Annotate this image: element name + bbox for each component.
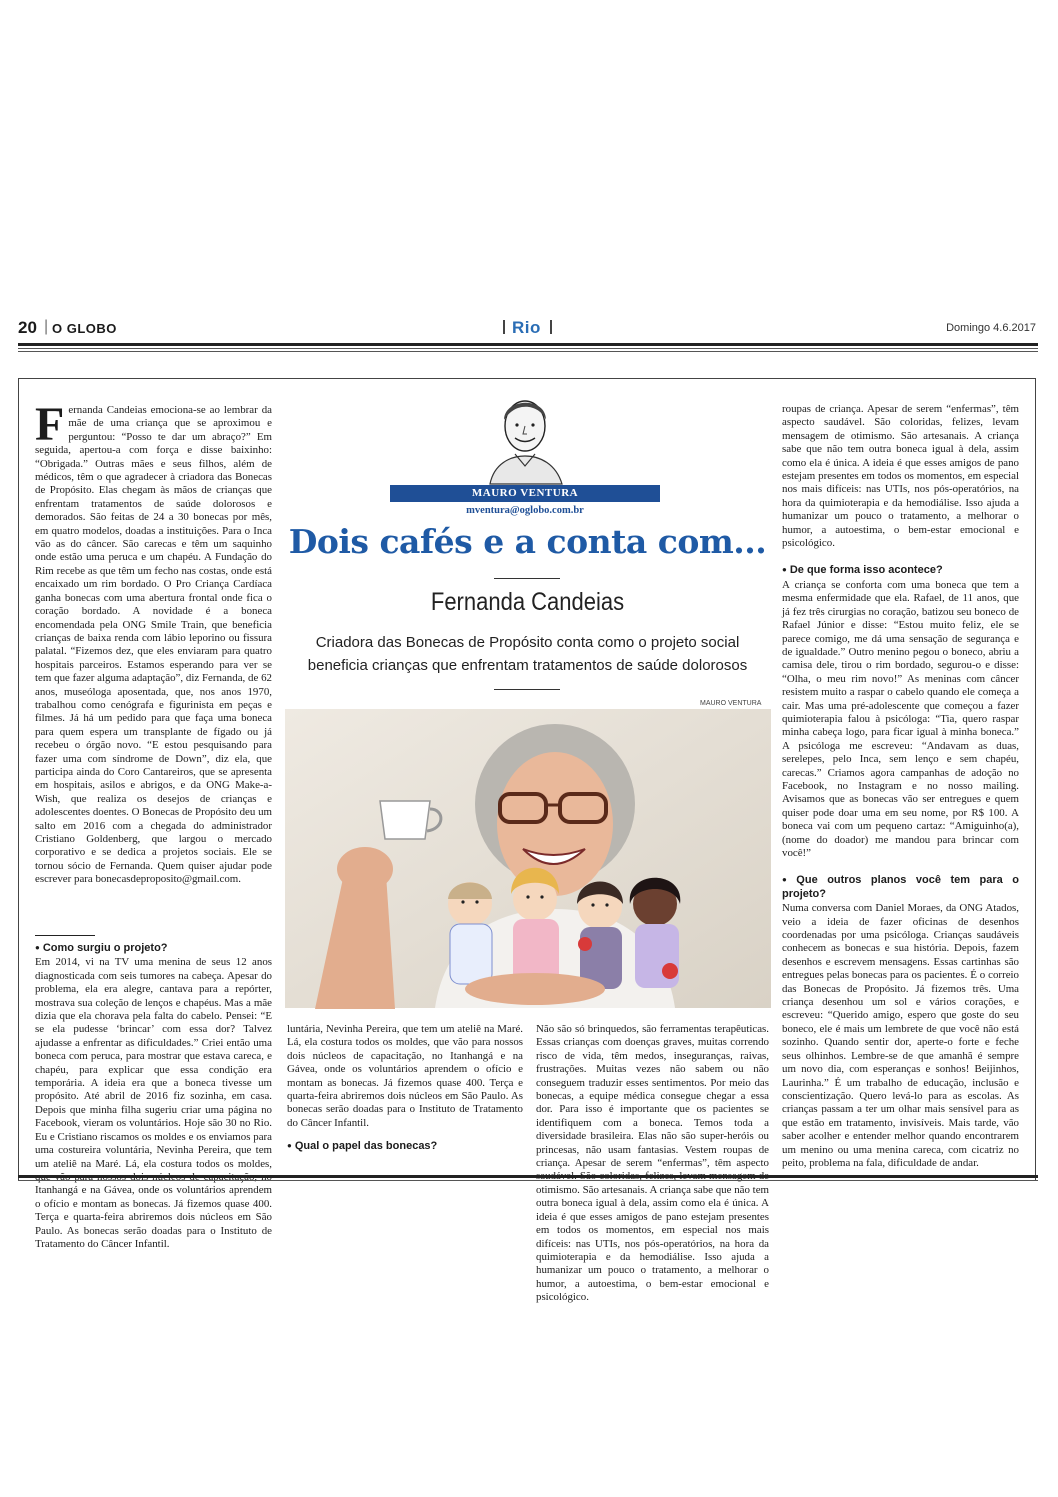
header-separator: | — [44, 318, 49, 335]
columnist-portrait — [470, 388, 580, 484]
newspaper-name: O GLOBO — [52, 321, 117, 336]
question-3: ● De que forma isso acontece? — [782, 564, 1019, 577]
question-1: ● Como surgiu o projeto? — [35, 942, 272, 955]
photo-credit: MAURO VENTURA — [700, 700, 762, 707]
question-2: ● Qual o papel das bonecas? — [287, 1140, 523, 1153]
header-rule-thin — [18, 348, 1038, 349]
header-rule-thin-2 — [18, 351, 1038, 352]
section-name: Rio — [512, 318, 541, 337]
answer-2: Não são só brinquedos, são ferramentas terapêuticas. Essas crianças com doenças graves, muitas correndo risco de vida, têm medos, inseguranças, raivas, frustrações. Muitas vezes não sabem ou não conseguem traduzir esses sentimentos. Por meio das bonecas, a equipe médica consegue chegar a essa dor. Para isso é importante que os pacientes se identifiquem com a boneca. Temos toda a diversidade brasileira. Elas não são super-heróis ou princesas, não usam fantasias. Vestem roupas de criança. Apesar de serem “enfermas”, têm aspecto otimismo. São artesanais. A criança sabe que não tem outra boneca igual à dela, assim como ela é única. A ideia é que esses amigos de pano estejam presentes em todos os momentos, em especial nos mais difíceis: nas UTIs, nos pós-operatórios, na hora da quimioterapia e da hemodiálise. Isso ajuda a humanizar um pouco o tratamento, a melhorar o humor, a autoestima, o bem-estar emocional e psicológico. — [536, 1023, 769, 1304]
answer-1-continued: luntária, Nevinha Pereira, que tem um ateliê na Maré. Lá, ela costura todos os moldes, que vão para nossos dois núcleos de capacitação, no Itanhangá e na Gávea, onde os voluntários aprendem o ofício e montam as bonecas. Já fizemos quase 400. Terça e quarta-feira abriremos dois núcleos em São Paulo. As bonecas serão doadas para o Instituto de Tratamento do Câncer Infantil. — [287, 1023, 523, 1129]
footer-rule-thin — [18, 1180, 1038, 1181]
section-bar-left — [503, 320, 505, 334]
drop-cap: F — [35, 398, 65, 451]
answer-2-continued: roupas de criança. Apesar de serem “enfermas”, têm aspecto saudável. São coloridas, felizes, levam mensagem de otimismo. São artesanais. A criança sabe que não tem outra boneca igual à dela, assim como ela é única. A ideia é que esses amigos de pano estejam presentes em todos os momentos, em especial nos mais difíceis: nas UTIs, nos pós-operatórios, na hora da quimioterapia e da hemodiálise. Isso ajuda a humanizar um pouco o tratamento, a melhorar o humor, a autoestima, o bem-estar emocional e psicológico. — [782, 403, 1019, 550]
intro-text: ernanda Candeias emociona-se ao lembrar da mãe de uma criança que se aproximou e perguntou: “Posso te dar um abraço?” Em seguida, apertou-a com força e disse baixinho: “Obrigada.” Outras mães e seus filhos, além de médicos, têm o que agradecer à criadora das Bonecas de Propósito. Elas chegam às mãos de crianças que enfrentam tratamentos de saúde dolorosos e demorados. São feitas de 24 a 30 bonecas por mês, em quatro modelos, doadas a instituições. Para o Inca vão as do câncer. São carecas e têm um saquinho onde estão uma peruca e um chapéu. A Fundação do Rim recebe as que têm um fecho nas costas, onde está encaixado um rim bordado. O Pro Criança Cardíaca ganha bonecas com uma abertura frontal onde fica o coração bordado. A novidade é a boneca encomendada pela ONG Smile Train, que beneficia crianças de baixa renda com lábio leporino ou fissura palatal. “Fizemos dez, que eles enviaram para quatro hospitais parceiros. Estamos esperando para ver se tem que fazer alguma adaptação”, diz Fernanda, de 62 anos, museóloga aposentada, que, nos anos 1970, trabalhou como cenógrafa e figurinista em peças e filmes. Já há um pedido para que faça uma boneca para quem espera um transplante de fígado ou já recebeu o órgão novo. “E estou pesquisando para fazer uma com síndrome de Down”, diz ela, que participa ainda do Coro Cantareiros, que se apresenta em hospitais, asilos e abrigos, e da ONG Make-a-Wish, que realiza os desejos de crianças e adolescentes doentes. O Bonecas de Propósito deu um salto em 2016 com a chegada do administrador Cristiano Goldenberg, que largou o mercado corporativo e se dedica a projetos sociais. Ele se tornou sócio de Fernanda. Quem quiser ajudar pode escrever para bonecasdeproposito@gmail.com. — [35, 404, 272, 886]
interview-photo — [285, 709, 771, 1008]
answer-3: A criança se conforta com uma boneca que tem a mesma enfermidade que ela. Rafael, de 11 anos, que já fez três cirurgias no coração, batizou seu boneco de Rafael Júnior e disse: “Estou muito feliz, ele se parece comigo, me dá uma sensação de segurança e de igualdade.” Outro menino pegou o boneco, abriu a camisa dele, tirou o rim bordado, segurou-o e disse: “Olha, o meu rim novo!” As meninas com câncer resistem muito a raspar o cabelo quando ele começa a cair. Mas uma pré-adolescente que começou a fazer quimioterapia falou à psicóloga: “Tia, quero raspar minha cabeça logo, para ficar igual à minha boneca.” A psicóloga me escreveu: “Andavam as duas, serelepes, pelo Inca, sem lenço e sem chapéu, carecas.” Criamos agora campanhas de adoção no Facebook, no Instagram e no nosso mailing. Avisamos que as bonecas vão ser entregues e quem quiser pode doar uma em seu nome, por R$ 100. A boneca vai com um pequeno cartaz: “Amiguinho(a), (nome do doador) me mandou para brincar com você!” — [782, 578, 1019, 859]
headline-dek — [290, 631, 765, 677]
page-date: Domingo 4.6.2017 — [946, 322, 1036, 334]
header-rule-thick — [18, 343, 1038, 346]
column-2 — [287, 1023, 523, 1155]
column-3 — [536, 1023, 769, 1304]
column-title: Dois cafés e a conta com... — [288, 522, 767, 561]
dek-line-2: beneficia crianças que enfrentam tratamentos de saúde dolorosos — [307, 657, 748, 674]
title-rule — [494, 578, 560, 579]
question-block-1 — [35, 935, 272, 1250]
dek-line-1: Criadora das Bonecas de Propósito conta como o projeto social — [315, 634, 740, 651]
columnist-name-bar: MAURO VENTURA — [390, 485, 660, 502]
section-bar-right — [550, 320, 552, 334]
columnist-email: mventura@oglobo.com.br — [466, 505, 584, 516]
question-rule — [35, 935, 95, 936]
column-4 — [782, 403, 1019, 1170]
interviewee-name: Fernanda Candeias — [430, 588, 625, 616]
answer-1: Em 2014, vi na TV uma menina de seus 12 anos diagnosticada com seis tumores na cabeça. Apesar do problema, ela era alegre, cantava para a repórter, mostrava sua coleção de lenços e chapéus. Mas a mãe dizia que ela chorava pela falta do cabelo. Pensei: “E se ela pudesse ‘brincar’ com essa dor? Talvez ajudasse a enfrentar as dificuldades.” Criei então uma boneca com peruca, para mostrar que estava careca, e chapéu, para explicar que essa condição era temporária. A ideia era que a boneca tivesse um propósito. Até abril de 2016 fiz sozinha, em casa. Depois que minha filha sugeriu criar uma página no Facebook, vieram os voluntários. Hoje são 30 no Rio. Eu e Cristiano riscamos os moldes e os enviamos para uma costureira voluntária, Nevinha Pereira, que tem um ateliê na Maré. Lá, ela costura todos os moldes, Itanhangá e na Gávea, onde os voluntários aprendem o ofício e montam as bonecas. Já fizemos quase 400. Terça e quarta-feira abriremos dois núcleos em São Paulo. As bonecas serão doadas para o Instituto de Tratamento do Câncer Infantil. — [35, 956, 272, 1250]
page-number: 20 — [18, 318, 37, 337]
answer-4: Numa conversa com Daniel Moraes, da ONG Atados, veio a ideia de fazer oficinas de desenhos coordenadas por uma psicóloga. Crianças saudáveis conhecem as bonecas e sua história. Depois, fazem desenhos e escrevem mensagens. Essas cartinhas são entregues pelas bonecas para os pacientes. É o correio das Bonecas de Propósito. Já fizemos três. Uma criança desenhou um sol e vários corações, e escreveu: “Querido amigo, espero que goste do seu boneco, ele é mais um lembrete de que você não está sozinho. Quando sentir dor, aperte-o forte e feche seus olhinhos. Lembre-se de que amanhã é sempre um novo dia, com esperanças e sonhos! Beijinhos, Laurinha.” É um trabalho de educação, inclusão e conscientização. Quero levá-lo para as escolas. As crianças passam a ter um olhar mais sensível para as que estão em tratamento, invisíveis. Mais tarde, vão saber acolher e entender melhor quando encontrarem um menino ou uma menina careca, com cicatriz no peito, problema na fala, dificuldade de andar. — [782, 902, 1019, 1169]
article-intro — [35, 398, 272, 887]
question-4: ● Que outros planos você tem para o projeto? — [782, 874, 1019, 901]
dek-rule — [494, 689, 560, 690]
footer-rule-thick — [18, 1175, 1038, 1178]
